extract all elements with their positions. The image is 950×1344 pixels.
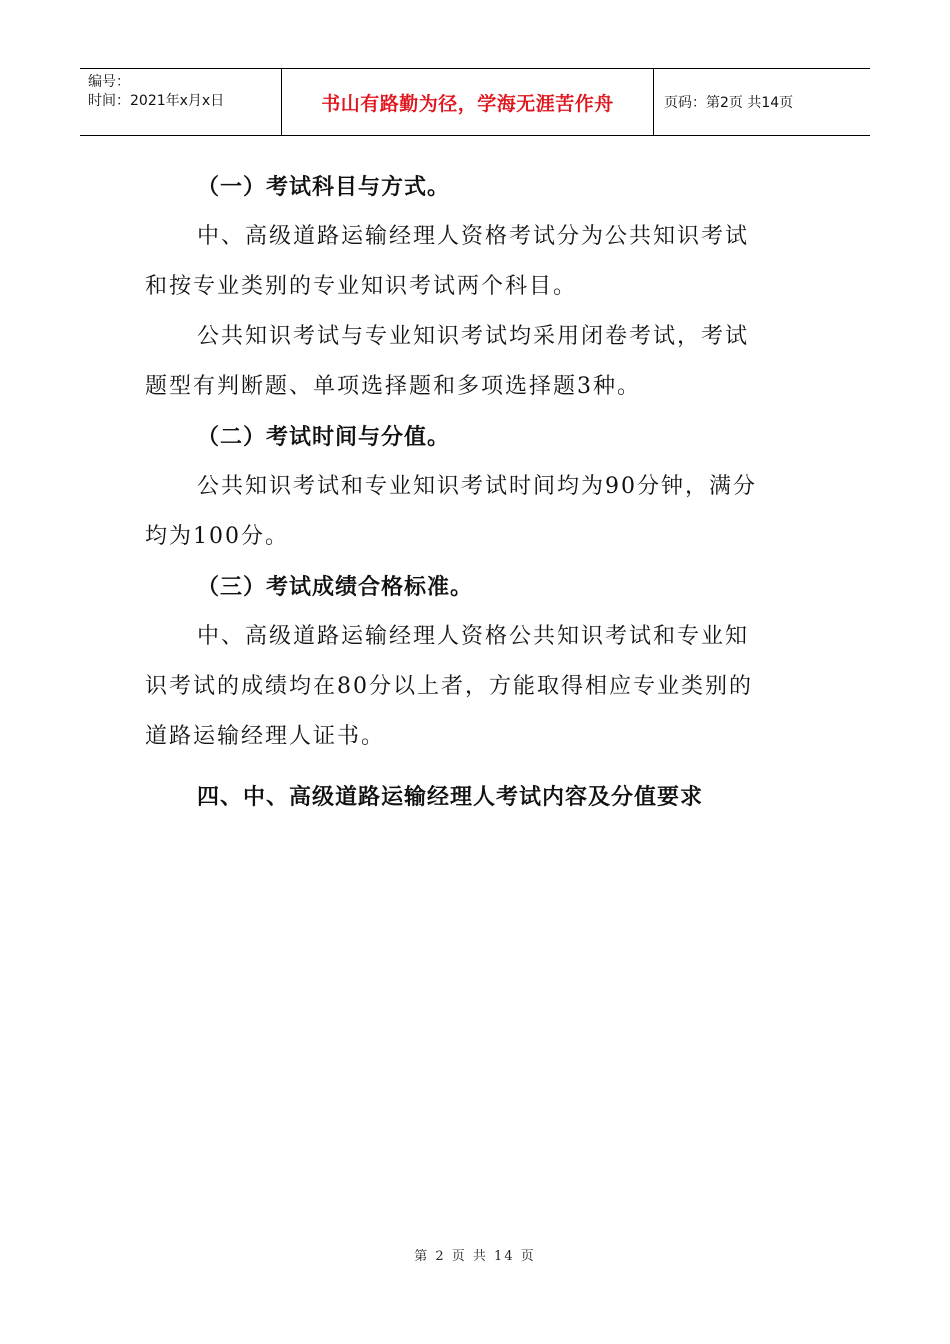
paragraph-line: 公共知识考试和专业知识考试时间均为90分钟，满分 bbox=[197, 474, 757, 499]
paragraph-line: 识考试的成绩均在80分以上者，方能取得相应专业类别的 bbox=[145, 674, 753, 699]
header-motto: 书山有路勤为径，学海无涯苦作舟 bbox=[282, 69, 654, 135]
section-heading-3: （三）考试成绩合格标准。 bbox=[197, 574, 474, 600]
paragraph-line: 中、高级道路运输经理人资格考试分为公共知识考试 bbox=[197, 224, 750, 249]
section-heading-2: （二）考试时间与分值。 bbox=[197, 424, 451, 450]
paragraph-line: 中、高级道路运输经理人资格公共知识考试和专业知 bbox=[197, 624, 750, 649]
document-body bbox=[145, 162, 810, 762]
paragraph-3 bbox=[145, 462, 810, 562]
paragraph-line: 题型有判断题、单项选择题和多项选择题3种。 bbox=[145, 374, 641, 399]
paragraph-4 bbox=[145, 612, 810, 762]
header-meta bbox=[80, 69, 282, 135]
page-footer-number: 第 2 页 共 14 页 bbox=[414, 1249, 536, 1264]
paragraph-2 bbox=[145, 312, 810, 412]
paragraph-line: 和按专业类别的专业知识考试两个科目。 bbox=[145, 274, 578, 299]
document-number-label: 编号： bbox=[88, 74, 130, 90]
paragraph-line: 公共知识考试与专业知识考试均采用闭卷考试，考试 bbox=[197, 324, 750, 349]
paragraph-1 bbox=[145, 212, 810, 312]
section-heading-1: （一）考试科目与方式。 bbox=[197, 174, 451, 200]
page-header bbox=[80, 68, 870, 136]
header-page-info: 页码：第2页 共14页 bbox=[664, 95, 794, 111]
paragraph-line: 均为100分。 bbox=[145, 524, 289, 549]
paragraph-line: 道路运输经理人证书。 bbox=[145, 724, 386, 749]
section-title-4: 四、中、高级道路运输经理人考试内容及分值要求 bbox=[197, 784, 704, 810]
document-date: 时间：2021年x月x日 bbox=[88, 93, 225, 109]
